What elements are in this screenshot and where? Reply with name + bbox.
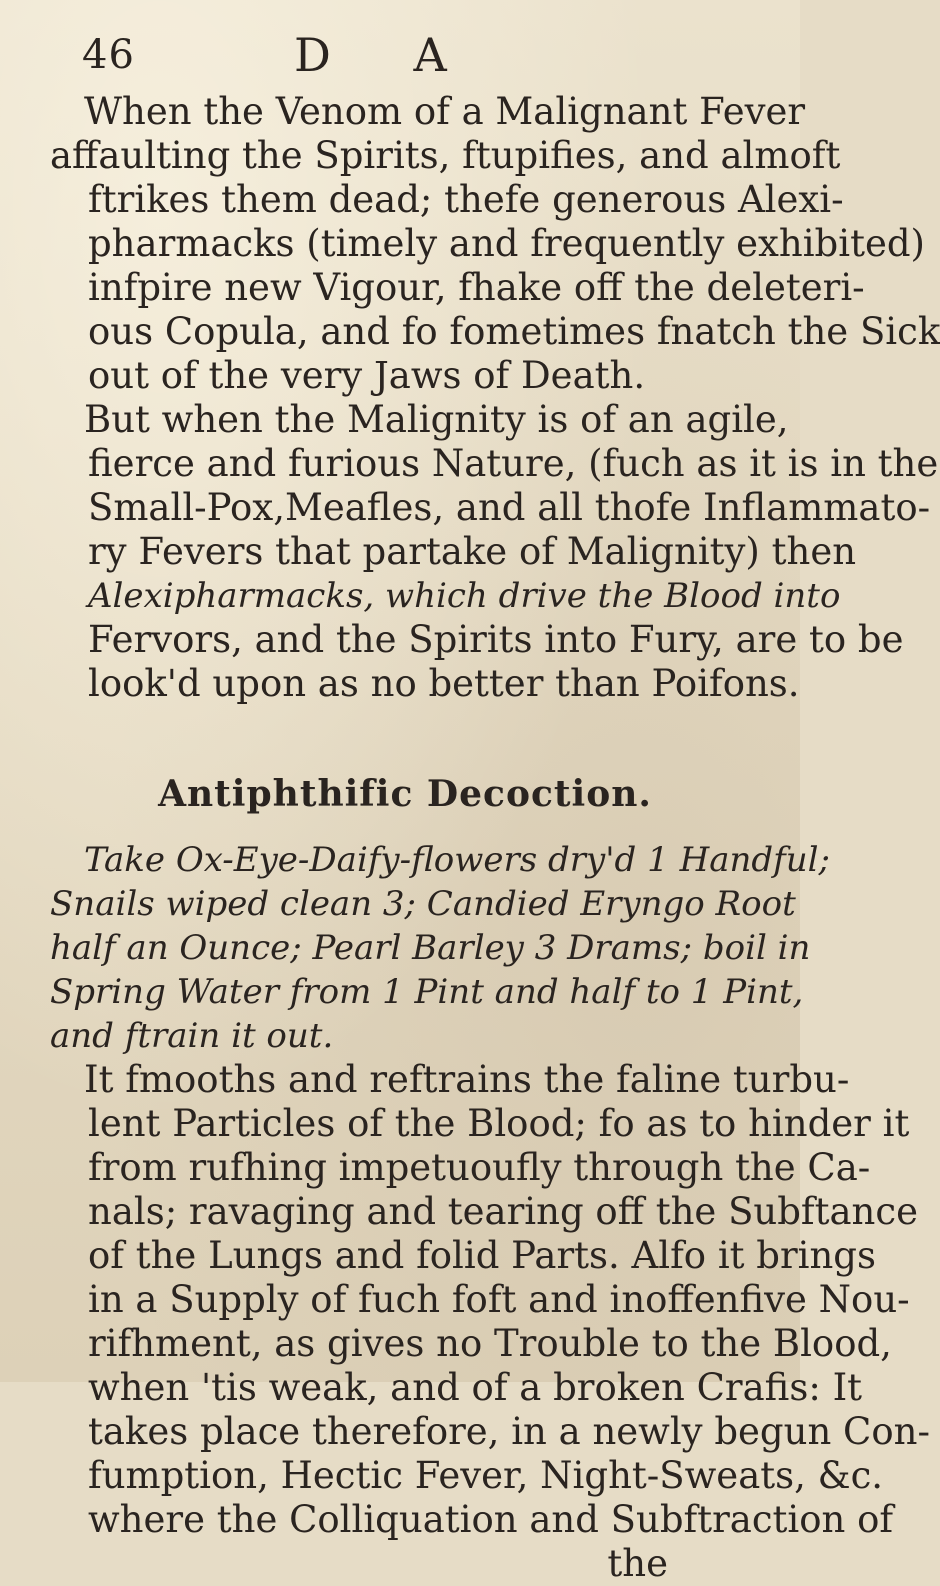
text-line: affaulting the Spirits, ftupifies, and almoft xyxy=(50,134,841,177)
text-line: half an Ounce; Pearl Barley 3 Drams; boil in xyxy=(50,928,811,968)
catchword: the xyxy=(607,1542,668,1585)
text-line: ftrikes them dead; thefe generous Alexi- xyxy=(88,178,844,221)
text-line: and ftrain it out. xyxy=(50,1016,334,1056)
running-head: D A xyxy=(294,28,481,82)
text-line: of the Lungs and folid Parts. Alfo it brings xyxy=(88,1234,876,1277)
text-line: Alexipharmacks, which drive the Blood into xyxy=(88,576,841,616)
text-line: When the Venom of a Malignant Fever xyxy=(84,90,806,133)
paragraph-effects xyxy=(50,1058,930,1542)
text-line: when 'tis weak, and of a broken Crafis: It xyxy=(88,1366,863,1409)
text-line: Snails wiped clean 3; Candied Eryngo Root xyxy=(50,884,796,924)
text-line: Fervors, and the Spirits into Fury, are to be xyxy=(88,618,904,661)
text-line: It fmooths and reftrains the faline turbu- xyxy=(84,1058,850,1101)
page-number: 46 xyxy=(82,32,135,78)
text-line: ous Copula, and fo fometimes fnatch the Sick xyxy=(88,310,940,353)
text-line: But when the Malignity is of an agile, xyxy=(84,398,789,441)
page-header xyxy=(82,24,722,94)
text-line: infpire new Vigour, fhake off the deleteri- xyxy=(88,266,865,309)
text-line: lent Particles of the Blood; fo as to hinder it xyxy=(88,1102,910,1145)
paragraph-venom xyxy=(50,90,940,398)
text-line: takes place therefore, in a newly begun Con- xyxy=(88,1410,930,1453)
text-line: out of the very Jaws of Death. xyxy=(88,354,646,397)
text-line: look'd upon as no better than Poifons. xyxy=(88,662,800,705)
text-line: Take Ox-Eye-Daify-flowers dry'd 1 Handful; xyxy=(84,840,830,880)
page-body xyxy=(50,90,940,1586)
text-line: from rufhing impetuoufly through the Ca- xyxy=(88,1146,871,1189)
text-line: fumption, Hectic Fever, Night-Sweats, &c. xyxy=(88,1454,884,1497)
recipe-paragraph xyxy=(50,838,830,1058)
text-line: Spring Water from 1 Pint and half to 1 Pint, xyxy=(50,972,804,1012)
text-line: fierce and furious Nature, (fuch as it is in the xyxy=(88,442,939,485)
text-line: in a Supply of fuch foft and inoffenfive Nou- xyxy=(88,1278,910,1321)
recipe-title: Antiphthific Decoction. xyxy=(158,773,652,815)
paragraph-malignity xyxy=(50,398,939,706)
text-line: Small-Pox,Meafles, and all thofe Inflammato- xyxy=(88,486,931,529)
text-line: ry Fevers that partake of Malignity) then xyxy=(88,530,857,573)
text-line: where the Colliquation and Subftraction of xyxy=(88,1498,894,1541)
text-line: nals; ravaging and tearing off the Subftance xyxy=(88,1190,919,1233)
text-line: pharmacks (timely and frequently exhibited) xyxy=(88,222,925,265)
text-line: rifhment, as gives no Trouble to the Blood, xyxy=(88,1322,892,1365)
